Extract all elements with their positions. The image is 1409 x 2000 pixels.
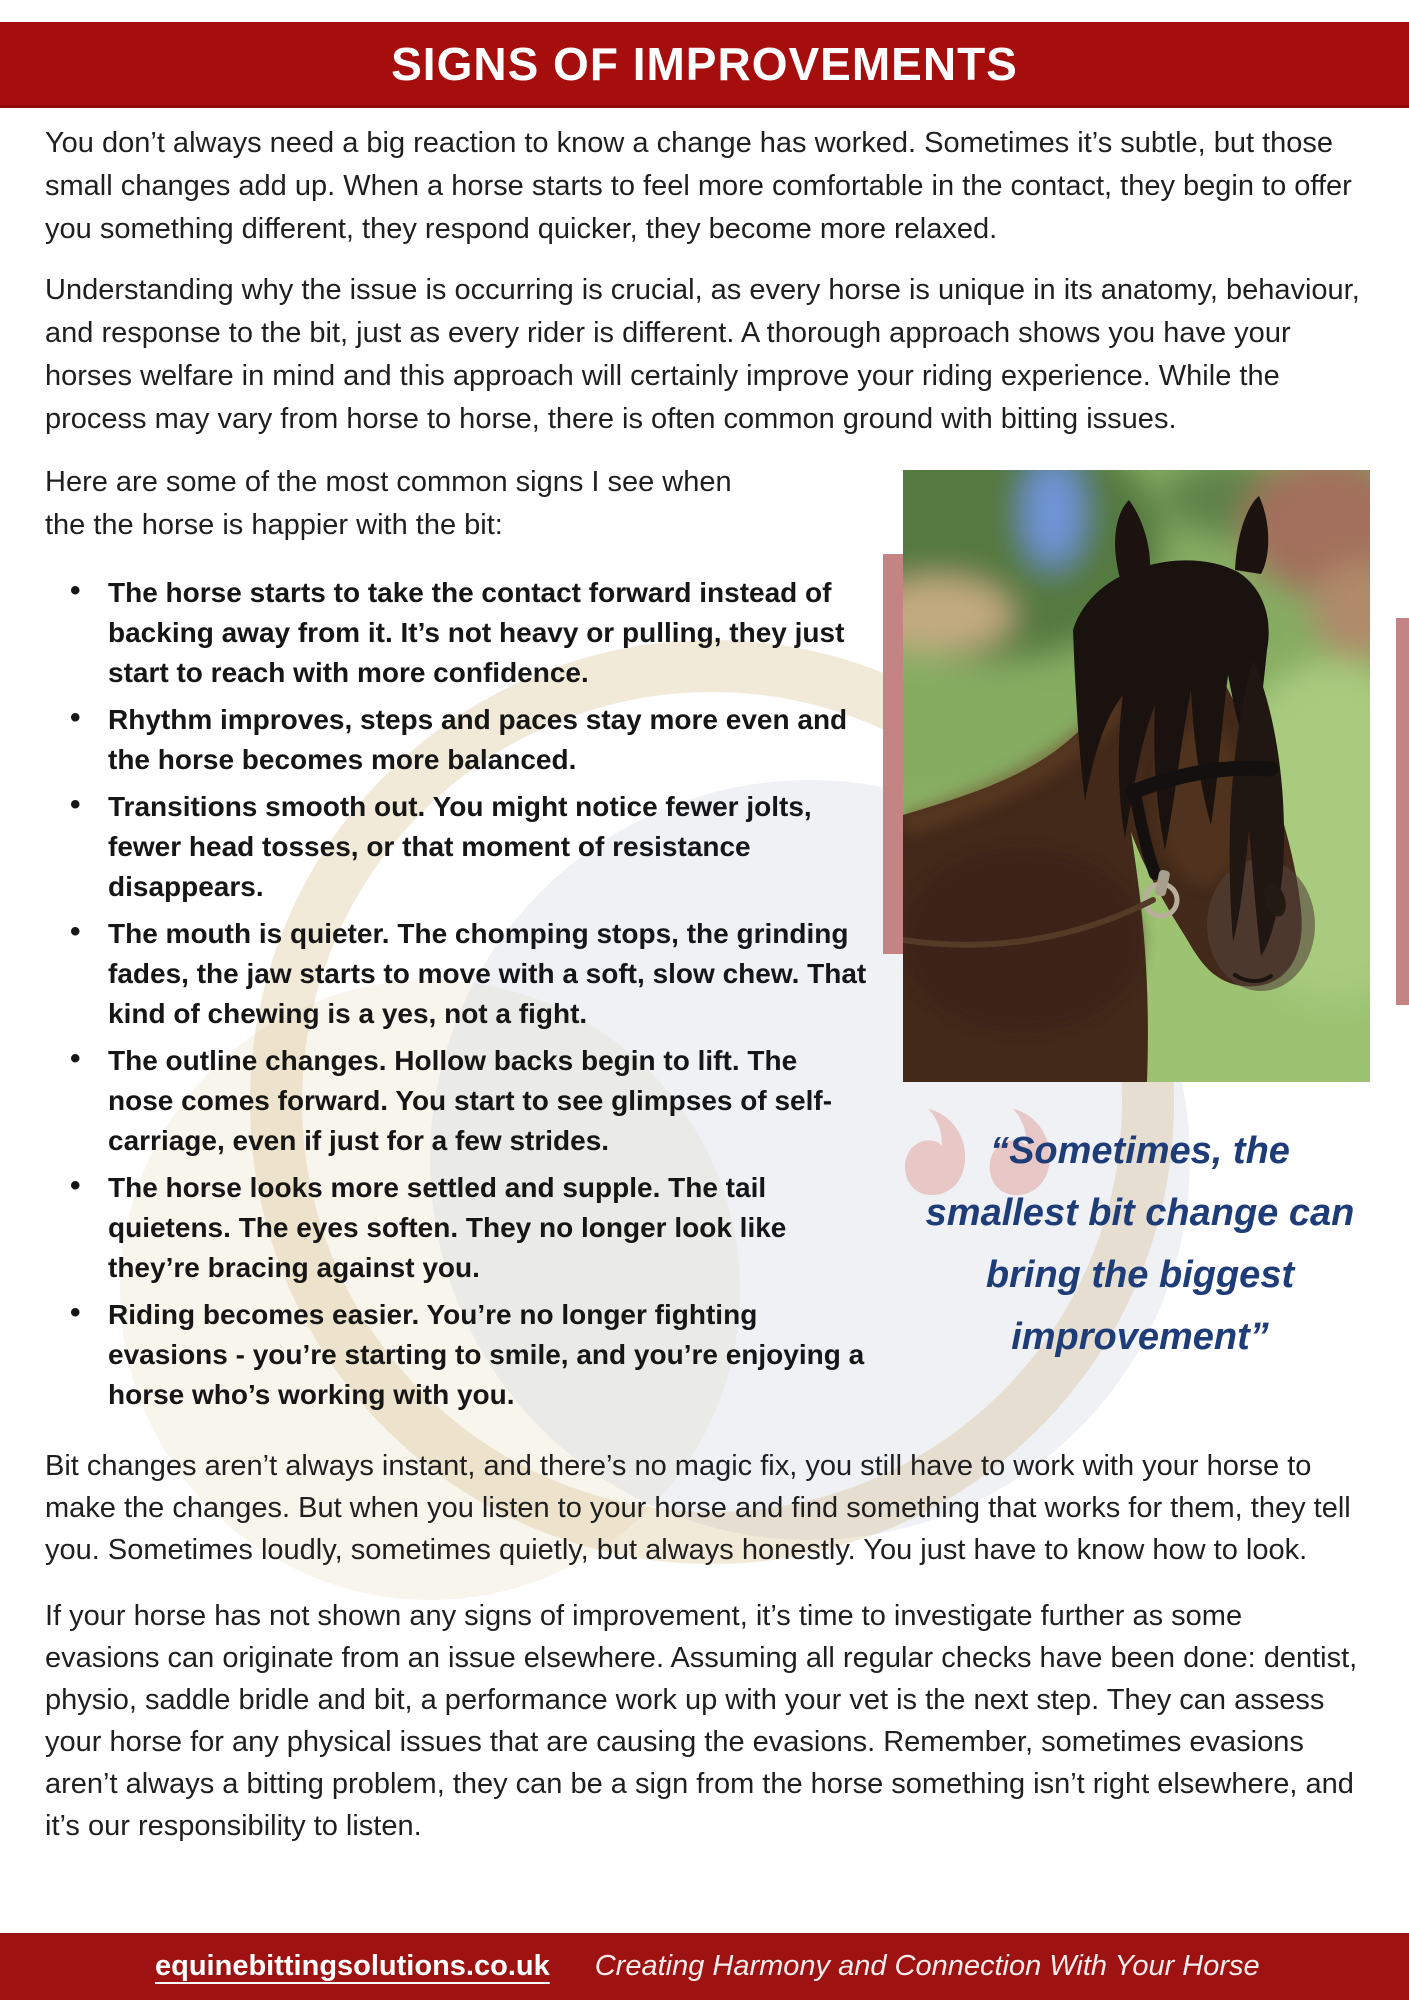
- header-band: [0, 22, 1409, 108]
- paragraph-bit-changes: Bit changes aren’t always instant, and there’s no magic fix, you still have to work with your horse to make the changes. But when you listen to your horse and find something that works for them, they tell you. Sometimes loudly, sometimes quietly, but always honestly. You just have to know how to look.: [45, 1450, 1351, 1566]
- content-area: [0, 108, 1409, 1847]
- top-white-strip: [0, 0, 1409, 22]
- signs-list-intro: Here are some of the most common signs I see when the the horse is happier with the bit:: [45, 466, 732, 541]
- pink-accent-bar-right: [1396, 618, 1409, 1005]
- list-item: • The horse starts to take the contact forward instead of backing away from it. It’s not heavy or pulling, they just start to reach with more confidence.: [60, 573, 870, 693]
- paragraph-intro-change: You don’t always need a big reaction to know a change has worked. Sometimes it’s subtle, but those small changes add up. When a horse starts to feel more comfortable in the contact, they begin to offer you something different, they respond quicker, they become more relaxed.: [45, 127, 1352, 245]
- page-title: SIGNS OF IMPROVEMENTS: [391, 37, 1018, 90]
- paragraph-investigate: If your horse has not shown any signs of improvement, it’s time to investigate further as some evasions can originate from an issue elsewhere. Assuming all regular checks have been done: dentist, physio, saddle bridle and bit, a performance work up with your vet is the next step. They can assess your horse for any physical issues that are causing the evasions. Remember, sometimes evasions aren’t always a bitting problem, they can be a sign from the horse something isn’t right elsewhere, and it’s our responsibility to listen.: [45, 1600, 1358, 1842]
- horse-photo-illustration: [903, 470, 1370, 1082]
- footer-tagline: Creating Harmony and Connection With Your Horse: [594, 1950, 1260, 1982]
- list-item: • Transitions smooth out. You might notice fewer jolts, fewer head tosses, or that moment of resistance disappears.: [60, 787, 870, 907]
- quote-text: “Sometimes, the smallest bit change can bring the biggest improvement”: [925, 1130, 1355, 1358]
- list-item: • The horse looks more settled and supple. The tail quietens. The eyes soften. They no longer look like they’re bracing against you.: [60, 1168, 870, 1288]
- list-item: • Riding becomes easier. You’re no longer fighting evasions - you’re starting to smile, and you’re enjoying a horse who’s working with you.: [60, 1295, 870, 1415]
- paragraph-understanding: Understanding why the issue is occurring is crucial, as every horse is unique in its anatomy, behaviour, and response to the bit, just as every rider is different. A thorough approach shows you have your horses welfare in mind and this approach will certainly improve your riding experience. While the process may vary from horse to horse, there is often common ground with bitting issues.: [45, 274, 1360, 435]
- list-item: • The mouth is quieter. The chomping stops, the grinding fades, the jaw starts to move with a soft, slow chew. That kind of chewing is a yes, not a fight.: [60, 914, 870, 1034]
- signs-list: [45, 573, 870, 1415]
- website-link[interactable]: equinebittingsolutions.co.uk: [155, 1950, 550, 1982]
- pink-accent-bar-left: [883, 554, 903, 954]
- pull-quote: [860, 1091, 1370, 1411]
- list-item: • Rhythm improves, steps and paces stay more even and the horse becomes more balanced.: [60, 700, 870, 780]
- horse-photo: [903, 470, 1370, 1082]
- footer-band: [0, 1933, 1409, 2000]
- two-column-section: [45, 461, 1364, 1415]
- list-item: • The outline changes. Hollow backs begin to lift. The nose comes forward. You start to see glimpses of self-carriage, even if just for a few strides.: [60, 1041, 870, 1161]
